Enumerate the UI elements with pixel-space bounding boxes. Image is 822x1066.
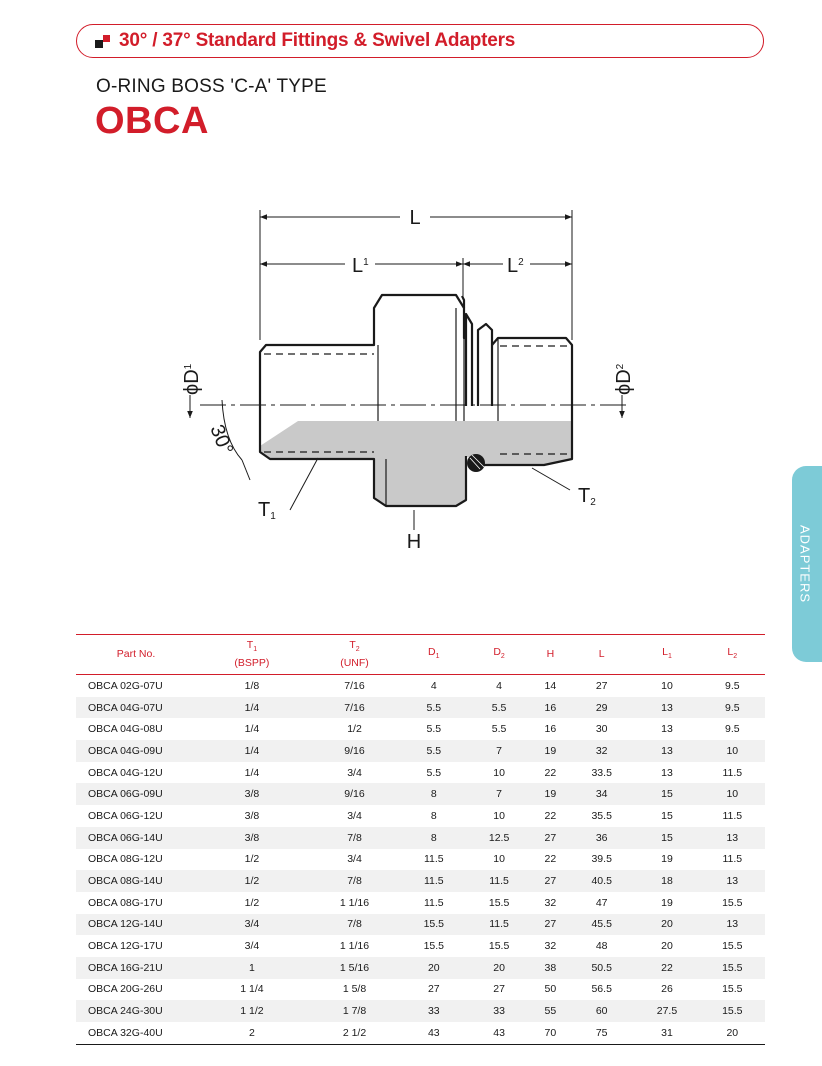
fitting-diagram — [160, 190, 660, 570]
label-H: H — [406, 531, 422, 553]
table-cell: 33 — [466, 1000, 531, 1022]
table-cell: 1/8 — [244, 679, 260, 692]
table-cell: 38 — [532, 957, 569, 979]
table-cell: 36 — [569, 827, 634, 849]
table-cell: 20 — [661, 940, 673, 953]
table-row — [76, 1000, 765, 1022]
table-cell: 10 — [493, 853, 505, 866]
table-cell: 34 — [569, 783, 634, 805]
spec-table — [76, 634, 765, 1045]
part-number-cell: OBCA 06G-14U — [76, 827, 196, 849]
table-header-row — [76, 635, 765, 675]
table-cell: 9/16 — [308, 783, 401, 805]
table-cell: 32 — [569, 740, 634, 762]
table-cell: 11.5 — [423, 896, 444, 909]
table-row — [76, 740, 765, 762]
table-cell: 3/4 — [196, 914, 308, 936]
table-cell: 11.5 — [722, 766, 743, 779]
table-cell: 19 — [532, 783, 569, 805]
table-cell: 22 — [544, 809, 557, 822]
table-cell: 22 — [634, 957, 699, 979]
part-number-cell: OBCA 12G-17U — [88, 940, 163, 953]
table-cell: 15 — [634, 783, 699, 805]
part-number-cell: OBCA 02G-07U — [88, 679, 163, 692]
table-cell: 47 — [595, 896, 608, 909]
table-cell: 15.5 — [700, 1000, 765, 1022]
table-cell: 30 — [595, 723, 608, 736]
part-number-cell: OBCA 08G-12U — [88, 853, 163, 866]
label-angle: 30° — [205, 421, 238, 458]
col-t1: $T_1$ (BSPP) — [196, 635, 308, 675]
table-cell: 1 1/4 — [240, 983, 264, 996]
table-cell: 40.5 — [569, 870, 634, 892]
part-number-cell: OBCA 06G-12U — [88, 809, 163, 822]
table-cell: 27 — [427, 983, 440, 996]
part-number-cell: OBCA 12G-14U — [76, 914, 196, 936]
table-cell: 50.5 — [569, 957, 634, 979]
table-cell: 10 — [700, 740, 765, 762]
table-cell: 10 — [700, 783, 765, 805]
table-cell: 27.5 — [634, 1000, 699, 1022]
table-cell: 13 — [634, 697, 699, 719]
table-row — [76, 697, 765, 719]
table-cell: 11.5 — [466, 870, 531, 892]
table-cell: 2 1/2 — [308, 1022, 401, 1044]
col-d1: $D_1$ — [401, 635, 466, 675]
table-cell: 16 — [544, 723, 557, 736]
table-cell: 1/4 — [244, 766, 260, 779]
table-cell: 20 — [401, 957, 466, 979]
col-d2: $D_2$ — [466, 635, 531, 675]
label-D2: $\phi D^2$ — [613, 363, 635, 395]
table-body — [76, 675, 765, 1045]
table-cell: 20 — [634, 914, 699, 936]
table-cell: 1 5/16 — [308, 957, 401, 979]
table-cell: 22 — [544, 766, 557, 779]
table-cell: 18 — [634, 870, 699, 892]
table-cell: 7 — [466, 740, 531, 762]
table-cell: 1 1/2 — [196, 1000, 308, 1022]
col-l2: $L_2$ — [700, 635, 765, 675]
table-cell: 5.5 — [491, 723, 507, 736]
table-cell: 11.5 — [423, 853, 444, 866]
table-cell: 15.5 — [488, 896, 510, 909]
table-cell: 3/8 — [196, 827, 308, 849]
table-cell: 45.5 — [569, 914, 634, 936]
table-cell: 3/8 — [244, 809, 260, 822]
table-cell: 1/2 — [347, 723, 362, 736]
table-cell: 8 — [401, 827, 466, 849]
label-L: L — [409, 207, 421, 229]
table-cell: 48 — [595, 940, 608, 953]
table-cell: 5.5 — [426, 766, 442, 779]
table-cell: 4 — [496, 679, 502, 692]
table-cell: 50 — [544, 983, 557, 996]
table-cell: 27 — [595, 679, 608, 692]
product-code: OBCA — [95, 100, 209, 142]
table-row — [76, 762, 765, 784]
table-cell: 1 1/16 — [339, 896, 370, 909]
table-row — [76, 827, 765, 849]
label-D1: $\phi D^1$ — [181, 363, 203, 395]
label-L2: $L^2$ — [507, 255, 524, 277]
table-cell: 10 — [493, 766, 505, 779]
table-row — [76, 870, 765, 892]
table-cell: 12.5 — [466, 827, 531, 849]
table-cell: 1/2 — [244, 896, 260, 909]
table-cell: 20 — [700, 1022, 765, 1044]
brand-squares-icon — [95, 35, 111, 49]
table-cell: 7/8 — [308, 827, 401, 849]
table-cell: 8 — [430, 809, 437, 822]
table-cell: 15 — [634, 827, 699, 849]
table-cell: 70 — [532, 1022, 569, 1044]
table-cell: 10 — [661, 679, 673, 692]
table-cell: 15.5 — [722, 896, 743, 909]
col-t2: $T_2$ (UNF) — [308, 635, 401, 675]
table-cell: 13 — [661, 766, 673, 779]
table-cell: 33 — [401, 1000, 466, 1022]
table-cell: 27 — [532, 870, 569, 892]
table-cell: 75 — [569, 1022, 634, 1044]
part-number-cell: OBCA 08G-17U — [88, 896, 163, 909]
table-row — [76, 979, 765, 1001]
table-cell: 26 — [661, 983, 673, 996]
table-cell: 13 — [700, 870, 765, 892]
section-title: 30° / 37° Standard Fittings & Swivel Adapters — [119, 30, 516, 51]
table-cell: 13 — [661, 723, 673, 736]
col-part-no: Part No. — [76, 635, 196, 675]
table-cell: 39.5 — [591, 853, 612, 866]
table-cell: 10 — [493, 809, 505, 822]
adapters-side-tab-label: ADAPTERS — [797, 524, 813, 604]
table-cell: 20 — [466, 957, 531, 979]
table-row — [76, 935, 765, 957]
table-row — [76, 914, 765, 936]
table-cell: 22 — [544, 853, 557, 866]
table-cell: 11.5 — [401, 870, 466, 892]
label-L1: $L^1$ — [352, 255, 369, 277]
part-number-cell: OBCA 04G-07U — [76, 697, 196, 719]
table-cell: 60 — [569, 1000, 634, 1022]
table-cell: 27 — [532, 827, 569, 849]
table-cell: 33.5 — [591, 766, 612, 779]
table-cell: 15.5 — [722, 940, 743, 953]
section-header — [76, 24, 764, 58]
table-cell: 15.5 — [401, 914, 466, 936]
table-cell: 11.5 — [722, 809, 743, 822]
table-cell: 8 — [401, 783, 466, 805]
table-cell: 3/8 — [196, 783, 308, 805]
table-cell: 11.5 — [466, 914, 531, 936]
table-cell: 1/4 — [196, 697, 308, 719]
table-cell: 3/4 — [347, 809, 362, 822]
table-cell: 1/4 — [244, 723, 260, 736]
table-cell: 1 1/16 — [339, 940, 370, 953]
table-cell: 19 — [532, 740, 569, 762]
part-number-cell: OBCA 06G-09U — [76, 783, 196, 805]
label-T1: T1 — [258, 499, 276, 522]
table-cell: 43 — [466, 1022, 531, 1044]
table-cell: 13 — [700, 914, 765, 936]
part-number-cell: OBCA 08G-14U — [76, 870, 196, 892]
table-cell: 27 — [532, 914, 569, 936]
table-cell: 9/16 — [308, 740, 401, 762]
table-cell: 9.5 — [725, 679, 740, 692]
table-row — [76, 957, 765, 979]
table-row — [76, 783, 765, 805]
table-row — [76, 892, 765, 914]
col-l: L — [569, 635, 634, 675]
table-cell: 3/4 — [244, 940, 260, 953]
table-cell: 7/8 — [308, 914, 401, 936]
table-cell: 3/4 — [347, 766, 362, 779]
table-cell: 1/2 — [196, 870, 308, 892]
table-cell: 19 — [661, 853, 673, 866]
product-subtitle: O-RING BOSS 'C-A' TYPE — [96, 76, 327, 97]
part-number-cell: OBCA 24G-30U — [76, 1000, 196, 1022]
table-cell: 35.5 — [591, 809, 612, 822]
table-cell: 9.5 — [700, 697, 765, 719]
table-cell: 3/4 — [347, 853, 362, 866]
table-row — [76, 718, 765, 740]
table-cell: 15.5 — [722, 983, 743, 996]
table-cell: 15 — [661, 809, 673, 822]
table-cell: 14 — [544, 679, 557, 692]
part-number-cell: OBCA 04G-12U — [88, 766, 163, 779]
table-cell: 1 — [196, 957, 308, 979]
table-cell: 2 — [196, 1022, 308, 1044]
table-cell: 16 — [532, 697, 569, 719]
table-cell: 5.5 — [466, 697, 531, 719]
table-cell: 56.5 — [591, 983, 612, 996]
table-cell: 5.5 — [426, 723, 442, 736]
part-number-cell: OBCA 04G-09U — [76, 740, 196, 762]
label-T2: T2 — [578, 485, 596, 508]
table-cell: 5.5 — [401, 740, 466, 762]
table-cell: 31 — [634, 1022, 699, 1044]
table-row — [76, 849, 765, 871]
table-cell: 13 — [634, 740, 699, 762]
table-cell: 55 — [532, 1000, 569, 1022]
table-cell: 7/16 — [308, 697, 401, 719]
table-row — [76, 675, 765, 697]
table-cell: 7/8 — [308, 870, 401, 892]
table-cell: 7 — [466, 783, 531, 805]
table-cell: 15.5 — [423, 940, 445, 953]
col-l1: $L_1$ — [634, 635, 699, 675]
table-cell: 27 — [493, 983, 505, 996]
table-cell: 1/2 — [244, 853, 260, 866]
table-cell: 1 7/8 — [308, 1000, 401, 1022]
table-cell: 29 — [569, 697, 634, 719]
table-cell: 5.5 — [401, 697, 466, 719]
table-cell: 43 — [401, 1022, 466, 1044]
part-number-cell: OBCA 16G-21U — [76, 957, 196, 979]
table-cell: 32 — [544, 896, 557, 909]
part-number-cell: OBCA 32G-40U — [76, 1022, 196, 1044]
part-number-cell: OBCA 04G-08U — [88, 723, 163, 736]
table-cell: 11.5 — [722, 853, 743, 866]
table-row — [76, 805, 765, 827]
col-h: H — [532, 635, 569, 675]
table-cell: 15.5 — [700, 957, 765, 979]
table-cell: 4 — [430, 679, 437, 692]
table-cell: 13 — [700, 827, 765, 849]
table-cell: 9.5 — [725, 723, 740, 736]
table-row — [76, 1022, 765, 1044]
table-cell: 19 — [661, 896, 673, 909]
table-cell: 1/4 — [196, 740, 308, 762]
table-cell: 1 5/8 — [342, 983, 367, 996]
table-cell: 15.5 — [488, 940, 510, 953]
table-cell: 32 — [544, 940, 557, 953]
part-number-cell: OBCA 20G-26U — [88, 983, 163, 996]
table-cell: 7/16 — [344, 679, 365, 692]
